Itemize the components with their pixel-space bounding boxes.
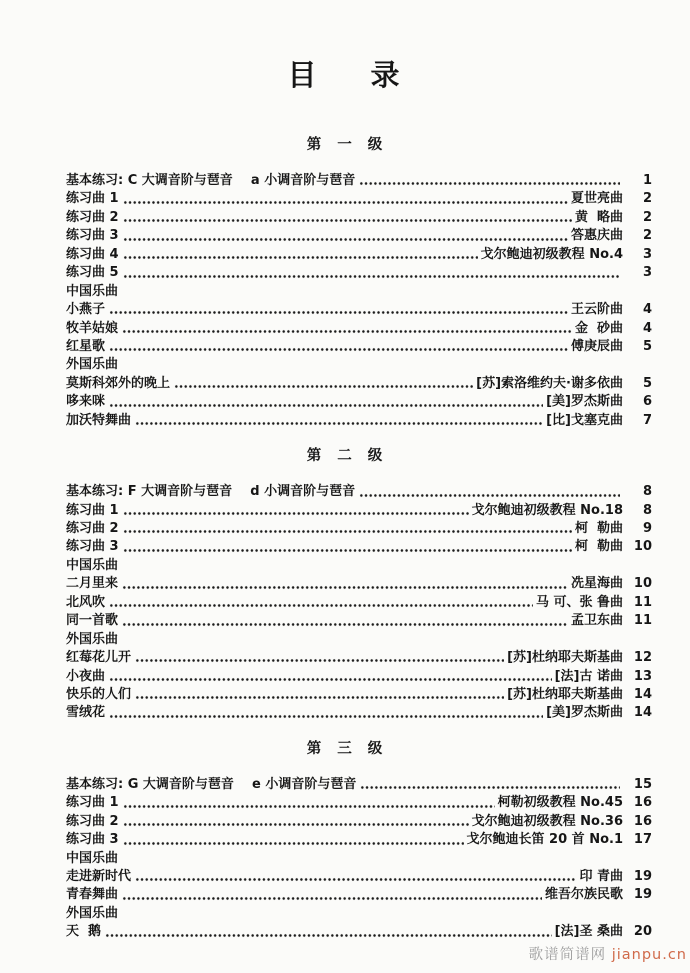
entry-page-number: 6 xyxy=(642,394,652,410)
entry-title: 青春舞曲 xyxy=(66,887,119,903)
dot-leader xyxy=(135,868,576,886)
toc-entry xyxy=(66,831,652,849)
dot-leader xyxy=(122,612,568,630)
entry-page-number: 7 xyxy=(642,412,652,428)
entry-title: 中国乐曲 xyxy=(66,283,119,299)
entry-title: 天 鹅 xyxy=(66,924,102,940)
entry-title: 同一首歌 xyxy=(66,613,119,629)
toc-entry xyxy=(66,886,652,904)
entry-page-number: 3 xyxy=(642,265,652,281)
toc-entry xyxy=(66,776,652,794)
section-title: 第 三 级 xyxy=(306,740,384,757)
dot-leader xyxy=(123,502,469,520)
entry-title: 练习曲 2 xyxy=(66,521,119,536)
dot-leader xyxy=(359,172,620,190)
dot-leader xyxy=(109,668,552,686)
entry-page-number: 5 xyxy=(642,375,652,391)
dot-leader xyxy=(123,794,495,812)
entry-page-number: 16 xyxy=(633,813,652,829)
entry-page-number: 1 xyxy=(642,173,652,188)
toc-section xyxy=(0,137,690,430)
entry-title: 红莓花儿开 xyxy=(66,650,132,666)
toc-entry xyxy=(66,320,652,338)
entry-page-number: 10 xyxy=(633,576,652,592)
watermark-site-name: 歌谱简谱网 xyxy=(528,947,607,963)
toc-entry xyxy=(66,704,652,722)
toc-entry xyxy=(66,813,652,831)
section-rows xyxy=(0,483,690,723)
section-rows xyxy=(0,776,690,942)
entry-author: 夏世亮曲 xyxy=(570,191,623,207)
entry-page-number: 9 xyxy=(642,521,652,536)
entry-page-number: 10 xyxy=(633,539,652,555)
toc-entry xyxy=(66,375,652,393)
toc-section xyxy=(0,741,690,942)
entry-title: 雪绒花 xyxy=(66,705,106,721)
entry-page-number: 3 xyxy=(642,246,652,262)
entry-author: 柯 勒曲 xyxy=(574,539,623,555)
entry-title: 基本练习: F 大调音阶与琶音 d 小调音阶与琶音 xyxy=(66,484,356,500)
entry-title: 练习曲 3 xyxy=(66,832,119,848)
entry-title: 练习曲 1 xyxy=(66,502,119,518)
dot-leader xyxy=(123,831,464,849)
toc-entry xyxy=(66,227,652,245)
entry-page-number: 8 xyxy=(642,502,652,518)
entry-title: 基本练习: C 大调音阶与琶音 a 小调音阶与琶音 xyxy=(66,173,356,188)
entry-page-number: 19 xyxy=(633,887,652,903)
dot-leader xyxy=(109,594,533,612)
entry-page-number: 14 xyxy=(633,686,652,702)
dot-leader xyxy=(359,483,620,501)
toc-entry xyxy=(66,520,652,538)
entry-title: 练习曲 5 xyxy=(66,265,119,281)
dot-leader xyxy=(122,886,542,904)
toc-entry xyxy=(66,668,652,686)
entry-title: 中国乐曲 xyxy=(66,850,119,866)
entry-author: 金 砂曲 xyxy=(574,320,623,336)
toc-entry xyxy=(66,264,652,282)
entry-title: 小燕子 xyxy=(66,302,106,318)
entry-author: [比]戈塞克曲 xyxy=(546,412,623,428)
toc-entry xyxy=(66,393,652,411)
entry-page-number: 12 xyxy=(633,650,652,666)
toc-subheading xyxy=(66,905,652,923)
entry-title: 小夜曲 xyxy=(66,668,106,684)
entry-title: 中国乐曲 xyxy=(66,557,119,573)
dot-leader xyxy=(123,209,572,227)
dot-leader xyxy=(123,520,572,538)
toc-entry xyxy=(66,612,652,630)
toc-entry xyxy=(66,246,652,264)
entry-title: 外国乐曲 xyxy=(66,905,119,921)
entry-author: 黄 略曲 xyxy=(574,209,623,225)
entry-author: 戈尔鲍迪长笛 20 首 No.1 xyxy=(466,832,623,848)
page-title: 目 录 xyxy=(287,58,403,92)
entry-author: 戈尔鲍迪初级教程 No.36 xyxy=(471,813,623,829)
entry-page-number: 5 xyxy=(642,338,652,354)
toc-entry xyxy=(66,172,652,190)
dot-leader xyxy=(122,575,568,593)
dot-leader xyxy=(135,412,543,430)
entry-title: 练习曲 1 xyxy=(66,795,119,811)
section-title: 第 二 级 xyxy=(306,448,384,465)
entry-title: 二月里来 xyxy=(66,576,119,592)
entry-title: 北风吹 xyxy=(66,594,106,610)
entry-title: 练习曲 1 xyxy=(66,191,119,207)
entry-title: 加沃特舞曲 xyxy=(66,412,132,428)
toc-section xyxy=(0,448,690,723)
entry-title: 练习曲 2 xyxy=(66,813,119,829)
entry-author: 马 可、张 鲁曲 xyxy=(535,594,623,610)
toc-entry xyxy=(66,794,652,812)
toc-subheading xyxy=(66,283,652,301)
entry-title: 外国乐曲 xyxy=(66,357,119,373)
entry-title: 莫斯科郊外的晚上 xyxy=(66,375,171,391)
entry-page-number: 15 xyxy=(633,776,652,792)
entry-author: 王云阶曲 xyxy=(570,302,623,318)
entry-title: 哆来咪 xyxy=(66,394,106,410)
dot-leader xyxy=(135,686,504,704)
entry-author: 印 青曲 xyxy=(579,869,623,884)
entry-title: 牧羊姑娘 xyxy=(66,320,119,336)
toc-entry xyxy=(66,538,652,556)
entry-page-number: 17 xyxy=(633,832,652,848)
dot-leader xyxy=(135,649,504,667)
entry-author: 维吾尔族民歌 xyxy=(544,887,623,903)
dot-leader xyxy=(109,338,568,356)
toc-entry xyxy=(66,575,652,593)
toc-entry xyxy=(66,594,652,612)
toc-entry xyxy=(66,338,652,356)
toc-subheading xyxy=(66,631,652,649)
dot-leader xyxy=(174,375,473,393)
dot-leader xyxy=(122,320,572,338)
entry-author: [苏]索洛维约夫·谢多依曲 xyxy=(476,375,623,391)
toc-subheading xyxy=(66,557,652,575)
entry-title: 练习曲 3 xyxy=(66,228,119,244)
entry-page-number: 11 xyxy=(633,594,652,610)
entry-title: 练习曲 3 xyxy=(66,539,119,555)
entry-author: 冼星海曲 xyxy=(570,576,623,592)
watermark-site-url: jianpu.cn xyxy=(611,947,687,963)
toc-entry xyxy=(66,483,652,501)
entry-author: 答惠庆曲 xyxy=(570,228,623,244)
toc-entry xyxy=(66,301,652,319)
entry-title: 练习曲 2 xyxy=(66,209,119,225)
entry-author: 柯 勒曲 xyxy=(574,521,623,536)
entry-page-number: 16 xyxy=(633,795,652,811)
dot-leader xyxy=(123,227,568,245)
toc-entry xyxy=(66,209,652,227)
entry-title: 练习曲 4 xyxy=(66,246,119,262)
entry-title: 走进新时代 xyxy=(66,869,132,884)
toc-sections xyxy=(0,137,690,942)
entry-page-number: 20 xyxy=(633,924,652,940)
entry-author: [美]罗杰斯曲 xyxy=(546,394,623,410)
dot-leader xyxy=(360,776,620,794)
toc-entry xyxy=(66,686,652,704)
dot-leader xyxy=(109,704,543,722)
section-title: 第 一 级 xyxy=(306,137,384,153)
toc-subheading xyxy=(66,356,652,374)
entry-author: 戈尔鲍迪初级教程 No.18 xyxy=(471,502,623,518)
entry-author: [苏]杜纳耶夫斯基曲 xyxy=(507,650,623,666)
toc-entry xyxy=(66,412,652,430)
dot-leader xyxy=(123,246,478,264)
entry-page-number: 2 xyxy=(642,228,652,244)
toc-entry xyxy=(66,923,652,941)
entry-page-number: 4 xyxy=(642,302,652,318)
entry-author: [美]罗杰斯曲 xyxy=(546,705,623,721)
entry-title: 红星歌 xyxy=(66,338,106,354)
toc-entry xyxy=(66,868,652,886)
dot-leader xyxy=(105,923,552,941)
entry-page-number: 2 xyxy=(642,209,652,225)
entry-title: 外国乐曲 xyxy=(66,631,119,647)
entry-author: [法]圣 桑曲 xyxy=(554,924,623,940)
entry-author: [法]古 诺曲 xyxy=(554,668,623,684)
entry-title: 快乐的人们 xyxy=(66,686,132,702)
toc-entry xyxy=(66,190,652,208)
watermark xyxy=(529,943,687,964)
entry-author: [苏]杜纳耶夫斯基曲 xyxy=(507,686,623,702)
dot-leader xyxy=(123,813,469,831)
entry-page-number: 14 xyxy=(633,705,652,721)
entry-title: 基本练习: G 大调音阶与琶音 e 小调音阶与琶音 xyxy=(66,776,357,792)
dot-leader xyxy=(109,393,543,411)
toc-entry xyxy=(66,502,652,520)
dot-leader xyxy=(123,264,620,282)
entry-page-number: 4 xyxy=(642,320,652,336)
entry-author: 戈尔鲍迪初级教程 No.4 xyxy=(480,246,623,262)
entry-page-number: 8 xyxy=(642,484,652,500)
entry-page-number: 13 xyxy=(633,668,652,684)
toc-subheading xyxy=(66,850,652,868)
dot-leader xyxy=(109,301,568,319)
toc-entry xyxy=(66,649,652,667)
entry-author: 柯勒初级教程 No.45 xyxy=(497,795,623,811)
entry-page-number: 19 xyxy=(633,869,652,884)
dot-leader xyxy=(123,538,572,556)
entry-page-number: 11 xyxy=(633,613,652,629)
entry-author: 傅庚辰曲 xyxy=(570,338,623,354)
dot-leader xyxy=(123,190,568,208)
section-rows xyxy=(0,172,690,430)
entry-page-number: 2 xyxy=(642,191,652,207)
entry-author: 孟卫东曲 xyxy=(570,613,623,629)
